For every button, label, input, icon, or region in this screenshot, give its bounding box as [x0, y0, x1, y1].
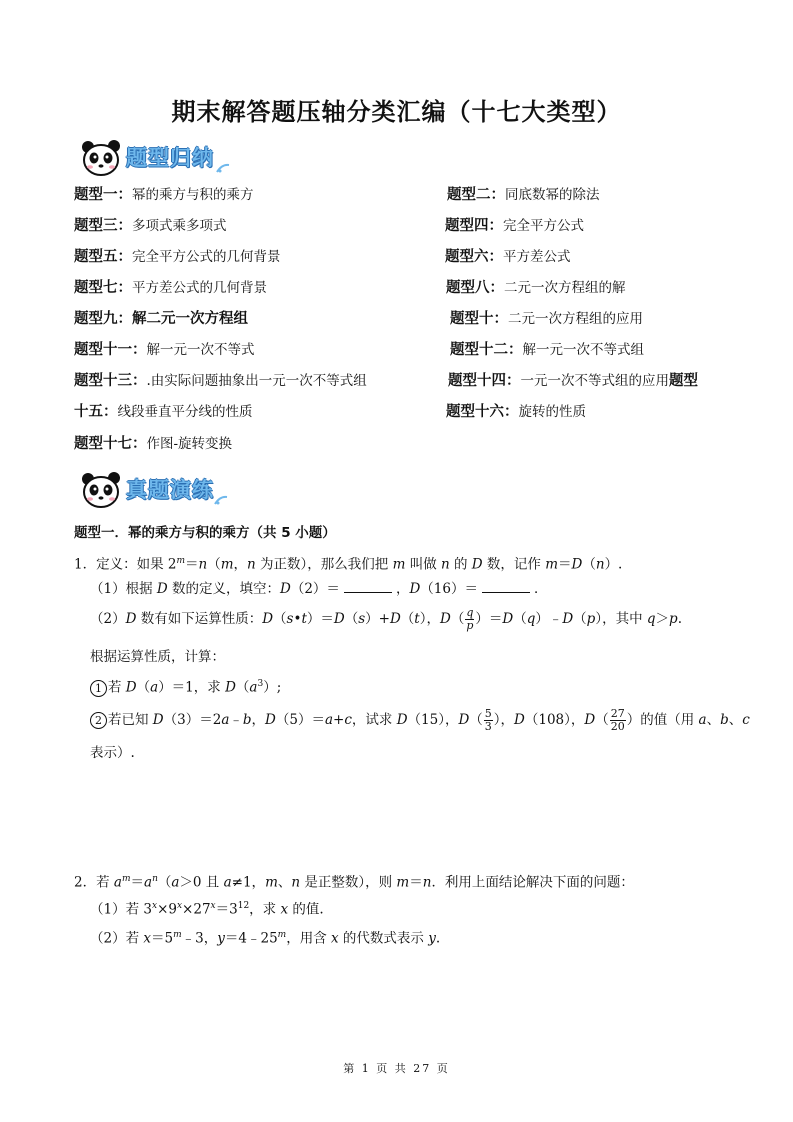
list-item: 题型五：完全平方公式的几何背景 [74, 249, 281, 265]
question-1-item-2: 2 若已知 D（3）＝2a﹣b，D（5）＝a+c，试求 D（15），D（ $\frac{5}{3}$ ），D（108），D（ $\frac{27}{20}$ ）的值（用 a、b、c [90, 706, 750, 734]
page-title: 期末解答题压轴分类汇编（十七大类型） [171, 98, 622, 126]
list-item: 十五：线段垂直平分线的性质 [74, 404, 253, 420]
list-item: 题型十一：解一元一次不等式 [74, 342, 255, 358]
question-1-calc-intro: 根据运算性质，计算： [90, 649, 225, 665]
list-item: 题型九：解二元一次方程组 [74, 311, 248, 327]
flourish-icon [216, 162, 230, 174]
answer-blank[interactable] [344, 580, 392, 593]
question-2-part-1: （1）若 $3^x\times 9^x\times 27^x=3^{12}$，求 x 的值. [90, 901, 324, 918]
list-item: 题型十六：旋转的性质 [446, 404, 586, 420]
section-header-types [80, 138, 240, 178]
answer-blank[interactable] [482, 580, 530, 593]
question-1-part-2: （2）D 数有如下运算性质：D（s•t）＝D（s）+D（t），D（ $\frac{q}{p}$ ）＝D（q）﹣D（p），其中 q＞p. [90, 606, 682, 632]
list-item: 题型七：平方差公式的几何背景 [74, 280, 267, 296]
question-1-part-1: （1）根据 D 数的定义，填空：D（2）＝ ，D（16）＝ ． [90, 581, 548, 597]
list-item: 题型十三：.由实际问题抽象出一元一次不等式组 [74, 373, 367, 389]
page-footer: 第 1 页 共 27 页 [343, 1062, 450, 1075]
group-heading: 题型一．幂的乘方与积的乘方（共 5 小题） [74, 525, 336, 541]
list-item: 题型十四：一元一次不等式组的应用题型 [448, 373, 698, 389]
list-item: 题型四：完全平方公式 [445, 218, 584, 234]
fraction-5-over-3: $\frac{5}{3}$ [484, 707, 492, 733]
list-item: 题型三：多项式乘多项式 [74, 218, 227, 234]
list-item: 题型六：平方差公式 [445, 249, 571, 265]
list-item: 题型十二：解一元一次不等式组 [450, 342, 644, 358]
section-label-types: 题型归纳 [126, 146, 214, 170]
list-item: 题型十七：作图-旋转变换 [74, 436, 233, 452]
section-label-practice: 真题演练 [126, 478, 214, 502]
question-2-part-2: （2）若 $x=5^m﹣3$，$y=4﹣25^m$，用含 x 的代数式表示 y. [90, 930, 441, 947]
panda-icon [80, 470, 124, 510]
question-1-item-2-end: 表示）. [90, 745, 135, 761]
question-1-item-1: 1 若 D（a）＝1，求 $D(a^3)$; [90, 675, 281, 697]
question-2-stem: 2．若 $a^m=a^n(a>0$ 且 a≠1，m、n 是正整数），则 m＝n．利用上面结论解决下面的问题： [74, 874, 634, 891]
flourish-icon [214, 494, 228, 506]
panda-icon [80, 138, 124, 178]
list-item: 题型十：二元一次方程组的应用 [450, 311, 643, 327]
list-item: 题型八：二元一次方程组的解 [446, 280, 626, 296]
fraction-q-over-p: $\frac{q}{p}$ [466, 606, 474, 632]
list-item: 题型一：幂的乘方与积的乘方 [74, 187, 254, 203]
list-item: 题型二：同底数幂的除法 [447, 187, 600, 203]
question-1-stem: 1．定义：如果 $2^m=n(m$，n 为正数），那么我们把 m 叫做 n 的 D 数，记作 m＝D（n）. [74, 556, 623, 573]
section-header-practice [80, 470, 240, 510]
fraction-27-over-20: $\frac{27}{20}$ [610, 707, 625, 733]
